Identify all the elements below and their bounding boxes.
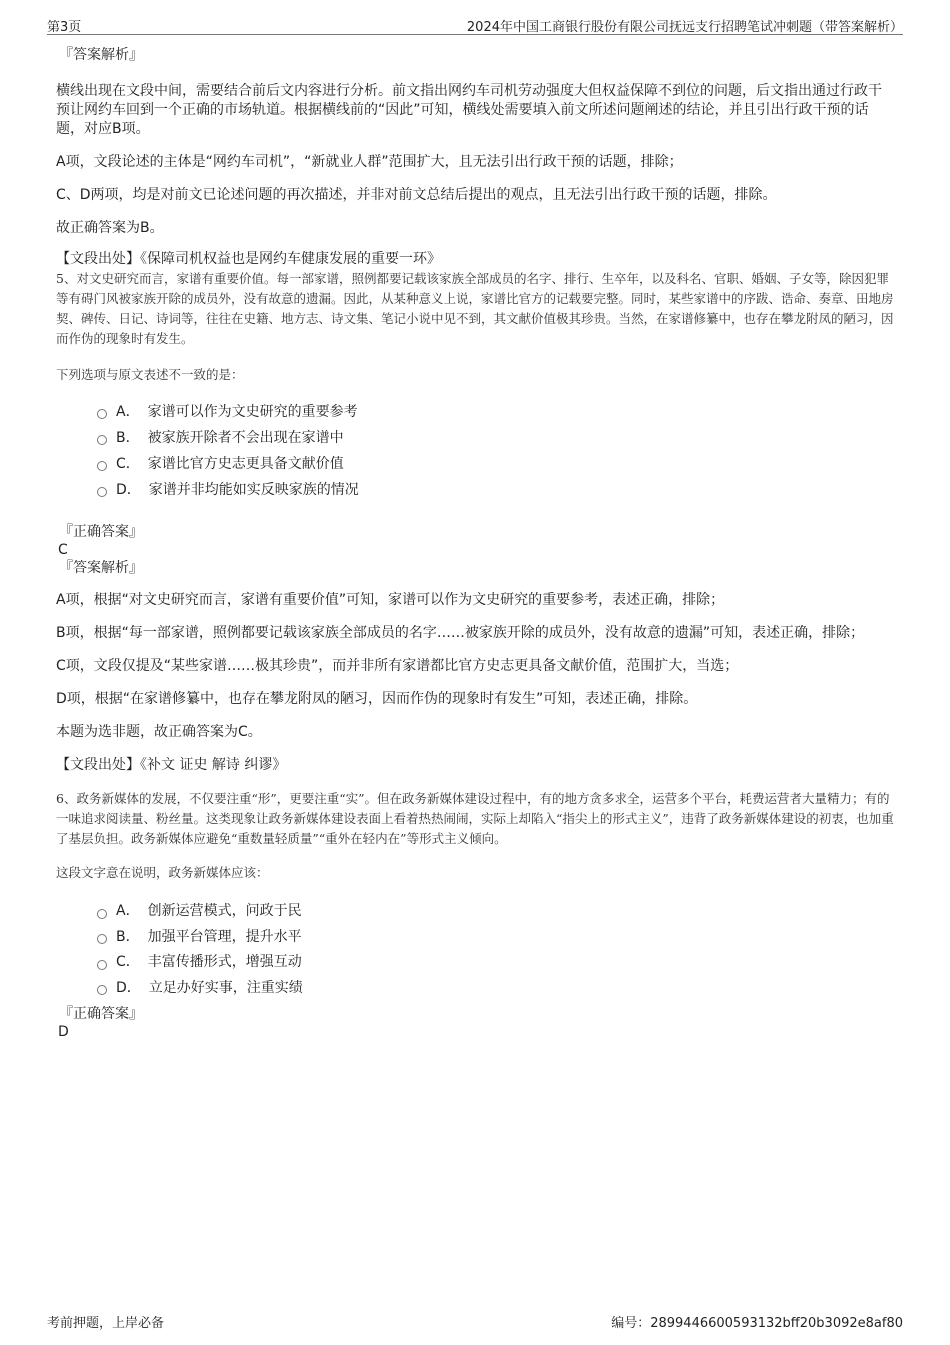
analysis-heading: 『答案解析』 (59, 47, 143, 63)
option-text: 加强平台管理，提升水平 (147, 928, 302, 945)
option-label: B． (116, 928, 140, 945)
passage-source: 【文段出处】《保障司机权益也是网约车健康发展的重要一环》 (56, 251, 441, 267)
option-text: 创新运营模式，问政于民 (147, 903, 302, 919)
analysis-paragraph: B项，根据“每一部家谱，照例都要记载该家族全部成员的名字……被家族开除的成员外，没有故意的遗漏”可知，表述正确，排除； (56, 625, 865, 641)
analysis-conclusion: 故正确答案为B。 (56, 220, 164, 236)
passage-source: 【文段出处】《补文 证史 解诗 纠谬》 (56, 757, 287, 773)
page-number: 第3页 (47, 20, 82, 35)
option-label: D． (116, 482, 141, 498)
correct-answer: C (58, 542, 68, 558)
question-passage: 5、对文史研究而言，家谱有重要价值。每一部家谱，照例都要记载该家族全部成员的名字、排行、生卒年，以及科名、官职、婚姻、子女等，除因犯罪等有碍门风被家族开除的成员外，没有故意的遗漏。因此，从某种意义上说，家谱比官方的记载要完整。同时，某些家谱中的序跋、诰命、奏章、田地房契、碑传、日记、诗词等，往往在史籍、地方志、诗文集、笔记小说中见不到，其文献价值极其珍贵。当然，在家谱修纂中，也存在攀龙附凤的陋习，因而作伪的现象时有发生。 (56, 271, 894, 346)
option-c[interactable] (97, 950, 894, 976)
analysis-paragraph: C项，文段仅提及“某些家谱……极其珍贵”，而并非所有家谱都比官方史志更具备文献价值，范围扩大，当选； (56, 658, 739, 674)
option-text: 被家族开除者不会出现在家谱中 (147, 430, 344, 446)
analysis-paragraph: C、D两项，均是对前文已论述问题的再次描述，并非对前文总结后提出的观点，且无法引出行政干预的话题，排除。 (56, 187, 777, 203)
correct-answer: D (58, 1024, 69, 1040)
option-text: 家谱并非均能如实反映家族的情况 (148, 482, 359, 498)
analysis-paragraph: A项，文段论述的主体是“网约车司机”，“新就业人群”范围扩大，且无法引出行政干预的话题，排除； (56, 154, 683, 170)
radio-button[interactable] (97, 985, 107, 995)
option-b[interactable] (97, 425, 894, 451)
radio-button[interactable] (97, 487, 107, 497)
option-text: 家谱可以作为文史研究的重要参考 (147, 404, 358, 420)
question-passage: 6、政务新媒体的发展，不仅要注重“形”，更要注重“实”。但在政务新媒体建设过程中，有的地方贪多求全，运营多个平台，耗费运营者大量精力；有的一味追求阅读量、粉丝量。这类现象让政务新媒体建设表面上看着热热闹闹，实际上却陷入“指尖上的形式主义”，违背了政务新媒体建设的初衷，也加重了基层负担。政务新媒体应避免“重数量轻质量”“重外在轻内在”等形式主义倾向。 (56, 791, 894, 846)
option-list (56, 899, 894, 1001)
analysis-paragraph: 横线出现在文段中间，需要结合前后文内容进行分析。前文指出网约车司机劳动强度大但权益保障不到位的问题，后文指出通过行政干预让网约车回到一个正确的市场轨道。根据横线前的“因此”可知，横线处需要填入前文所述问题阐述的结论，并且引出行政干预的话题，对应B项。 (56, 83, 882, 137)
question-stem: 这段文字意在说明，政务新媒体应该： (56, 865, 269, 880)
option-a[interactable] (97, 399, 894, 425)
radio-button[interactable] (97, 909, 107, 919)
option-label: B． (116, 430, 140, 446)
option-c[interactable] (97, 451, 894, 477)
option-text: 立足办好实事，注重实绩 (148, 979, 303, 996)
option-label: D． (116, 979, 141, 996)
answer-heading: 『正确答案』 (59, 524, 143, 540)
option-text: 家谱比官方史志更具备文献价值 (147, 456, 344, 472)
option-label: A． (116, 404, 140, 420)
radio-button[interactable] (97, 960, 107, 970)
option-a[interactable] (97, 899, 894, 925)
analysis-conclusion: 本题为选非题，故正确答案为C。 (56, 724, 262, 740)
radio-button[interactable] (97, 409, 107, 419)
radio-button[interactable] (97, 934, 107, 944)
option-label: C． (116, 954, 140, 970)
option-list (56, 399, 894, 503)
analysis-paragraph: A项，根据“对文史研究而言，家谱有重要价值”可知，家谱可以作为文史研究的重要参考，表述正确，排除； (56, 592, 725, 608)
option-d[interactable] (97, 976, 894, 1002)
document-id: 编号：2899446600593132bff20b3092e8af80 (611, 1316, 903, 1331)
radio-button[interactable] (97, 435, 107, 445)
analysis-heading: 『答案解析』 (59, 560, 143, 576)
option-label: C． (116, 456, 140, 472)
radio-button[interactable] (97, 461, 107, 471)
option-b[interactable] (97, 925, 894, 951)
page-footer (47, 1312, 903, 1330)
analysis-paragraph: D项，根据“在家谱修纂中，也存在攀龙附凤的陋习，因而作伪的现象时有发生”可知，表述正确，排除。 (56, 691, 698, 707)
option-d[interactable] (97, 477, 894, 503)
page-header (47, 14, 903, 35)
document-body (56, 46, 894, 1041)
option-label: A． (116, 903, 140, 919)
answer-heading: 『正确答案』 (59, 1006, 143, 1022)
option-text: 丰富传播形式，增强互动 (147, 954, 302, 970)
document-title: 2024年中国工商银行股份有限公司抚远支行招聘笔试冲刺题（带答案解析） (466, 20, 903, 35)
footer-slogan: 考前押题，上岸必备 (47, 1316, 165, 1331)
question-stem: 下列选项与原文表述不一致的是： (56, 367, 244, 382)
